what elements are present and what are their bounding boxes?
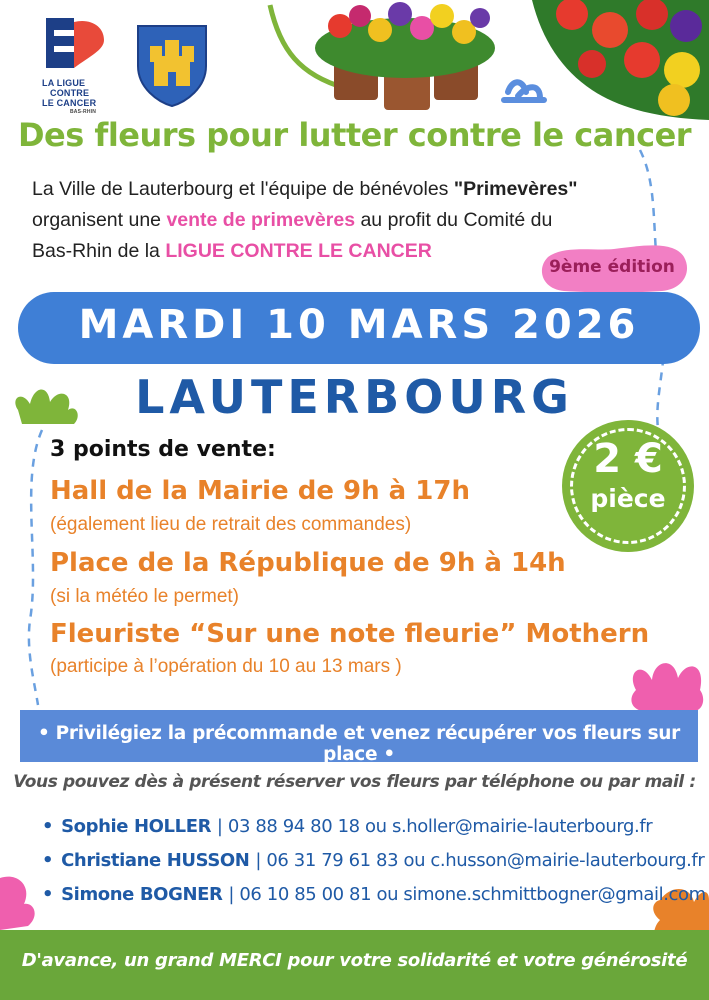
contact-name: Simone BOGNER — [61, 884, 223, 905]
ligue-mark-icon — [44, 16, 106, 74]
town-crest-icon — [134, 22, 210, 108]
contact-details: | 06 31 79 61 83 ou c.husson@mairie-lauterbourg.fr — [255, 850, 705, 871]
date-banner — [18, 292, 700, 364]
primrose-corner-image — [532, 0, 709, 125]
footer-banner — [0, 930, 709, 1000]
ligue-logo-line1: LA LIGUE — [42, 78, 86, 88]
point-note-2: (si la météo le permet) — [50, 586, 240, 607]
intro-text-2: organisent une — [32, 209, 167, 231]
footer-thanks: D'avance, un grand MERCI pour votre solidarité et votre générosité — [21, 950, 688, 971]
intro-line-2 — [32, 205, 672, 236]
primrose-pots-image — [300, 0, 510, 118]
edition-badge — [534, 243, 690, 295]
ligue-logo-line4: BAS-RHIN — [70, 109, 97, 115]
event-date: MARDI 10 MARS 2026 — [78, 302, 640, 348]
city-name: LAUTERBOURG — [135, 370, 574, 424]
bullet-icon: • — [42, 850, 54, 871]
ligue-logo-line2: CONTRE — [50, 88, 90, 98]
ligue-logo — [40, 12, 112, 122]
points-heading: 3 points de vente: — [50, 437, 276, 462]
ligue-logo-line3: LE CANCER — [42, 98, 97, 108]
contact-item — [42, 816, 652, 837]
contact-details: | 06 10 85 00 81 ou simone.schmittbogner@gmail.com — [228, 884, 706, 905]
edition-label: 9ème édition — [549, 257, 675, 277]
contact-name: Christiane HUSSON — [61, 850, 250, 871]
intro-text-1: La Ville de Lauterbourg et l'équipe de bénévoles — [32, 178, 454, 200]
bullet-icon: • — [42, 816, 54, 837]
price-badge — [562, 420, 694, 552]
point-note-1: (également lieu de retrait des commandes) — [50, 514, 412, 535]
preorder-text: • Privilégiez la précommande et venez récupérer vos fleurs sur place • — [37, 723, 681, 765]
contact-details: | 03 88 94 80 18 ou s.holler@mairie-lauterbourg.fr — [216, 816, 653, 837]
preorder-banner — [20, 710, 698, 765]
intro-text-4: Bas-Rhin de la — [32, 240, 166, 262]
intro-text-3: au profit du Comité du — [355, 209, 553, 231]
point-title-2: Place de la République de 9h à 14h — [50, 548, 566, 578]
bullet-icon: • — [42, 884, 54, 905]
contact-name: Sophie HOLLER — [61, 816, 212, 837]
blue-dashed-line-left — [29, 430, 42, 705]
point-title-1: Hall de la Mairie de 9h à 17h — [50, 476, 470, 506]
intro-line-1 — [32, 174, 672, 205]
headline: Des fleurs pour lutter contre le cancer — [17, 116, 692, 154]
contact-item — [42, 850, 704, 871]
sale-highlight: vente de primevères — [166, 209, 356, 231]
pink-blob-left — [0, 877, 35, 930]
point-note-3: (participe à l’opération du 10 au 13 mars ) — [50, 656, 402, 677]
pink-leaf-right — [631, 663, 703, 712]
price-unit: pièce — [590, 484, 666, 513]
volunteer-group-name: "Primevères" — [453, 178, 578, 200]
price-value: 2 € — [593, 436, 663, 482]
point-title-3: Fleuriste “Sur une note fleurie” Mothern — [50, 619, 650, 649]
ligue-highlight: LIGUE CONTRE LE CANCER — [165, 240, 432, 262]
reservation-intro: Vous pouvez dès à présent réserver vos fleurs par téléphone ou par mail : — [13, 772, 696, 792]
contact-item — [42, 884, 706, 905]
